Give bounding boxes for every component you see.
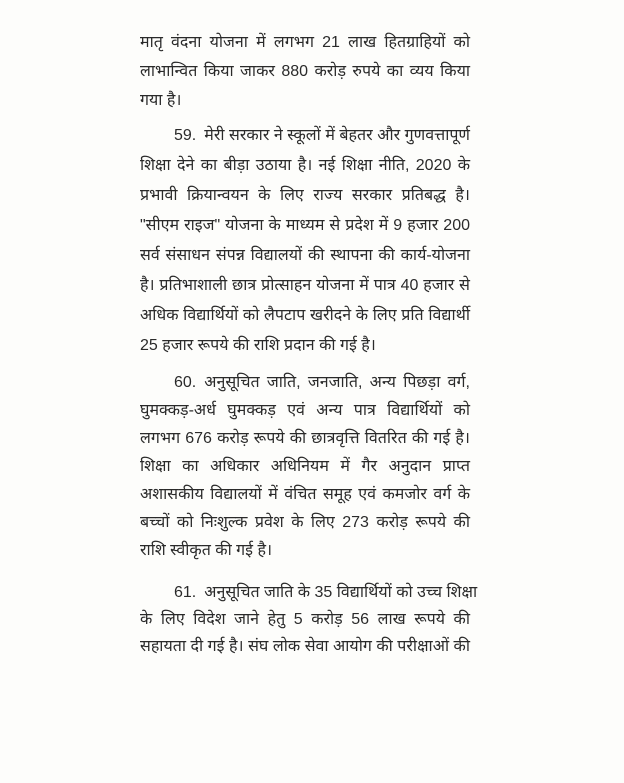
text-line-content: अनुसूचित जाति, जनजाति, अन्य पिछड़ा वर्ग, [204, 374, 470, 391]
text-line-content: अनुसूचित जाति के 35 विद्यार्थियों को उच्च शिक्षा [204, 584, 478, 601]
text-line: गया है। [140, 92, 182, 109]
text-line: लगभग 676 करोड़ रूपये की छात्रवृत्ति वितरित की गई है। [140, 430, 470, 447]
text-line: शिक्षा का अधिकार अधिनियम में गैर अनुदान प्राप्त [140, 458, 470, 475]
text-line: राशि स्वीकृत की गई है। [140, 542, 273, 559]
text-line: मातृ वंदना योजना में लगभग 21 लाख हितग्राहियों को [140, 34, 470, 51]
text-line: अधिक विद्यार्थियों को लैपटाप खरीदने के लिए प्रति विद्यार्थी [140, 307, 470, 324]
paragraph-number: 59. [174, 127, 197, 144]
paragraph-60 [140, 369, 470, 565]
text-line: के लिए विदेश जाने हेतु 5 करोड़ 56 लाख रूपये की [140, 611, 470, 628]
text-line [140, 121, 470, 151]
text-line: बच्चों को निःशुल्क प्रवेश के लिए 273 करोड़ रूपये की [140, 514, 470, 531]
text-line: प्रभावी क्रियान्वयन के लिए राज्य सरकार प्रतिबद्ध है। [140, 187, 470, 204]
text-line [140, 369, 470, 397]
text-line: लाभान्वित किया जाकर 880 करोड़ रुपये का व्यय किया [140, 63, 470, 80]
paragraph-number: 60. [174, 374, 197, 391]
paragraph-number: 61. [174, 584, 197, 601]
text-line: घुमक्कड़-अर्ध घुमक्कड़ एवं अन्य पात्र विद्यार्थियों को [140, 402, 470, 419]
paragraph-61 [140, 579, 478, 660]
text-line: है। प्रतिभाशाली छात्र प्रोत्साहन योजना में पात्र 40 हजार से [140, 277, 470, 294]
text-line: "सीएम राइज" योजना के माध्यम से प्रदेश में 9 हजार 200 [140, 217, 470, 234]
text-line-content: मेरी सरकार ने स्कूलों में बेहतर और गुणवत्तापूर्ण [204, 127, 470, 144]
text-line: 25 हजार रूपये की राशि प्रदान की गई है। [140, 337, 376, 354]
text-line: सहायता दी गई है। संघ लोक सेवा आयोग की परीक्षाओं की [140, 638, 470, 655]
paragraph-continued [140, 28, 470, 115]
text-line: अशासकीय विद्यालयों में वंचित समूह एवं कमजोर वर्ग के [140, 486, 470, 503]
paragraph-59 [140, 121, 470, 361]
text-line: शिक्षा देने का बीड़ा उठाया है। नई शिक्षा नीति, 2020 के [140, 157, 470, 174]
text-line: सर्व संसाधन संपन्न विद्यालयों की स्थापना की कार्य-योजना [140, 247, 470, 264]
text-line [140, 579, 478, 606]
